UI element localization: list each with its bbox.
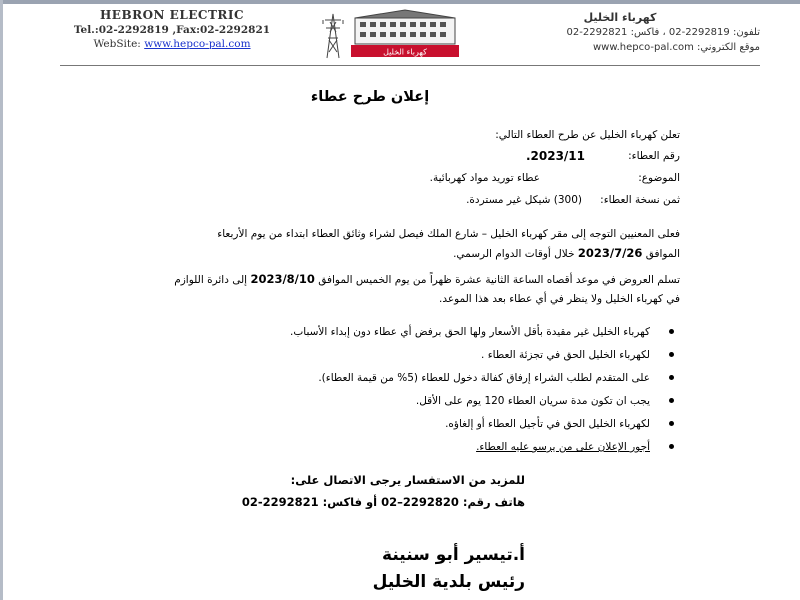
letterhead-arabic [480, 10, 760, 55]
website-ar: موقع الكتروني: www.hepco-pal.com [592, 42, 760, 53]
list-item: لكهرباء الخليل الحق في تأجيل العطاء أو إلغاؤه. [60, 415, 680, 438]
notice-intro: تعلن كهرباء الخليل عن طرح العطاء التالي: [495, 129, 680, 141]
field-value: عطاء توريد مواد كهربائية. [429, 172, 540, 184]
field-value: (300) شيكل غير مستردة. [466, 194, 582, 206]
power-tower-icon [323, 14, 343, 58]
paragraph-purchase [60, 225, 680, 264]
window-top-border [0, 0, 800, 4]
paragraph-line: فعلى المعنيين التوجه إلى مقر كهرباء الخليل – شارع الملك فيصل لشراء وثائق العطاء ابتداء من يوم الأربعاء [217, 228, 680, 240]
list-item: لكهرباء الخليل الحق في تجزئة العطاء . [60, 346, 680, 369]
list-item: أجور الإعلان على من يرسو عليه العطاء. [60, 438, 680, 461]
paragraph-line: الموافق 2023/7/26 خلال أوقات الدوام الرسمي. [453, 246, 680, 260]
paragraph-line: تسلم العروض في موعد أقصاه الساعة الثانية عشرة ظهراً من يوم الخميس الموافق 2023/8/10 إلى دائرة اللوازم [174, 272, 680, 286]
bullet-icon [669, 444, 674, 449]
purchase-start-date: 2023/7/26 [577, 246, 643, 260]
field-tender-number [60, 147, 680, 169]
website-line-en [62, 37, 282, 52]
bullet-icon [669, 352, 674, 357]
signer-title: رئيس بلدية الخليل [372, 572, 525, 592]
list-item: كهرباء الخليل غير مقيدة بأقل الأسعار ولها الحق برفض أي عطاء دون إبداء الأسباب. [60, 323, 680, 346]
field-label: الموضوع: [638, 172, 680, 184]
logo-banner-text: كهرباء الخليل [383, 47, 427, 57]
list-item: على المتقدم لطلب الشراء إرفاق كفالة دخول للعطاء (5% من قيمة العطاء). [60, 369, 680, 392]
field-value: 2023/11. [525, 149, 585, 163]
website-link-en[interactable]: www.hepco-pal.com [144, 38, 251, 50]
conditions-list [60, 323, 680, 461]
signature-block [373, 542, 525, 596]
submission-deadline-date: 2023/8/10 [250, 272, 315, 286]
tel-fax-en: Tel.:02-2292819 ,Fax:02-2292821 [73, 23, 271, 36]
field-label: رقم العطاء: [628, 150, 680, 162]
field-subject [60, 169, 680, 191]
company-name-ar: كهرباء الخليل [583, 11, 657, 24]
letterhead-english [62, 8, 282, 52]
bullet-icon [669, 398, 674, 403]
contact-heading: للمزيد من الاستفسار يرجى الاتصال على: [290, 473, 525, 487]
list-item: يجب ان تكون مدة سريان العطاء 120 يوم على الأقل. [60, 392, 680, 415]
notice-title: إعلان طرح عطاء [310, 89, 430, 105]
window-left-border [0, 0, 3, 600]
building-icon [355, 10, 455, 44]
bullet-icon [669, 375, 674, 380]
signer-name: أ.تيسير أبو سنينة [382, 545, 525, 565]
website-label-en: WebSite: [93, 38, 141, 50]
paragraph-line: في كهرباء الخليل ولا ينظر في أي عطاء بعد هذا الموعد. [439, 293, 680, 305]
tel-fax-ar: تلفون: 2292819-02 ، فاكس: 2292821-02 [566, 27, 760, 38]
field-label: ثمن نسخة العطاء: [600, 194, 680, 206]
bullet-icon [669, 329, 674, 334]
company-name-en: HEBRON ELECTRIC [99, 8, 245, 22]
bullet-icon [669, 421, 674, 426]
letterhead-divider [60, 65, 760, 66]
notice-body [60, 70, 680, 600]
contact-numbers: هاتف رقم: 2292820–02 أو فاكس: 2292821-02 [241, 495, 525, 509]
logo-banner [351, 45, 459, 57]
tender-fields [60, 147, 680, 213]
field-price [60, 191, 680, 213]
hepco-logo [315, 8, 465, 60]
paragraph-submission [60, 270, 680, 309]
